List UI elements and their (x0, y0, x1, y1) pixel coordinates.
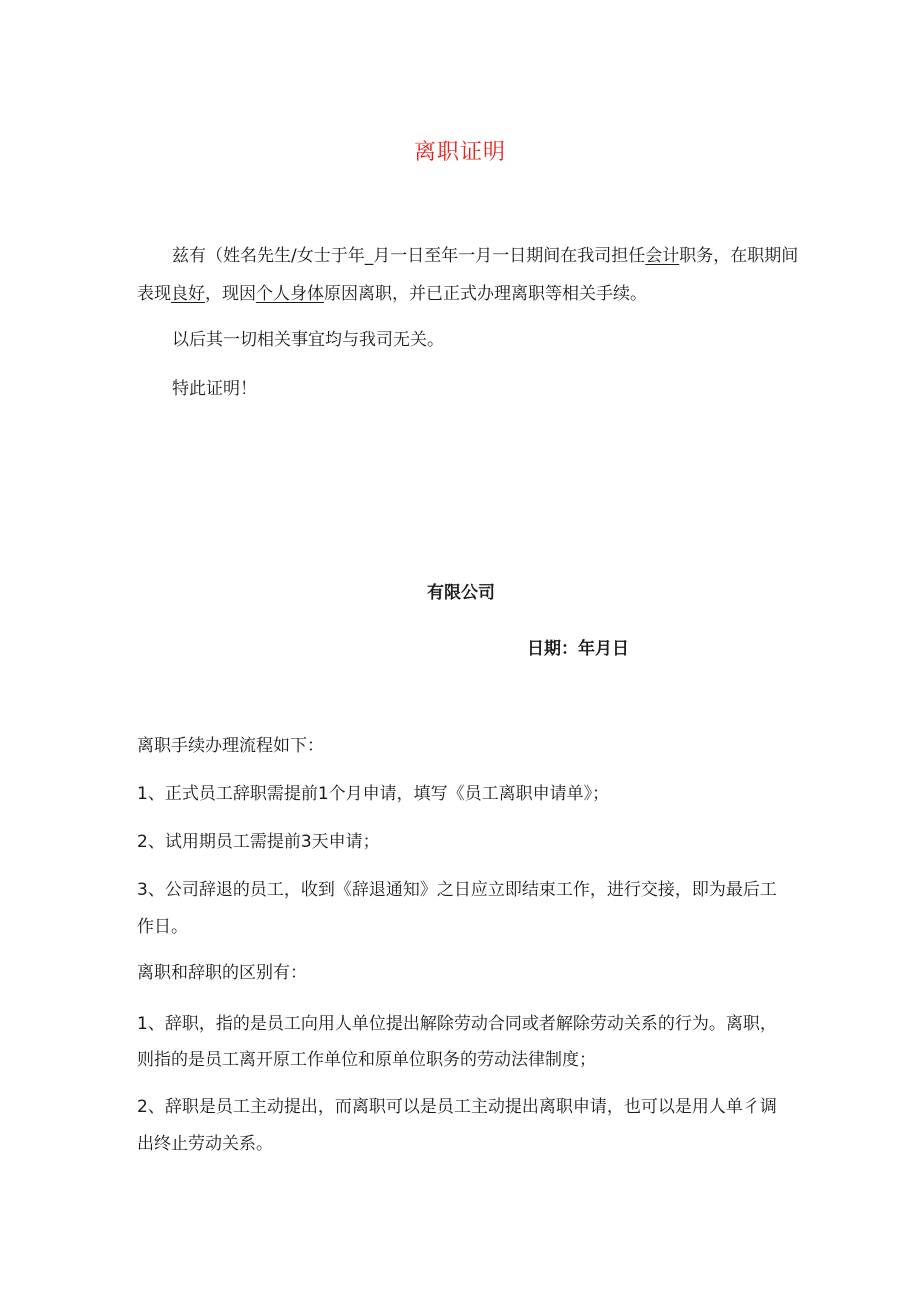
difference-item-1-line-2: 则指的是员工离开原工作单位和原单位职务的劳动法律制度； (137, 1050, 596, 1070)
reason-field: 个人身体 (256, 284, 324, 304)
certificate-line-3: 以后其一切相关事宜均与我司无关。 (172, 330, 444, 350)
document-title: 离职证明 (413, 140, 506, 165)
process-heading: 离职手续办理流程如下： (137, 736, 324, 756)
date-value: 年月日 (578, 639, 629, 659)
line1-part5: 职务，在职期间 (679, 246, 799, 266)
difference-item-2-line-1: 2、辞职是员工主动提出，而离职可以是员工主动提出离职申请，也可以是用人单彳调 (137, 1097, 777, 1117)
process-item-3-line-1: 3、公司辞退的员工，收到《辞退通知》之日应立即结束工作，进行交接，即为最后工 (137, 880, 777, 900)
difference-heading: 离职和辞职的区别有： (137, 963, 307, 983)
process-item-3-line-2: 作日。 (137, 917, 188, 937)
date-label: 日期： (527, 639, 578, 659)
line1-part1: 兹有（姓名 (172, 246, 257, 266)
line1-part4: 年一月一日期间在我司担任 (441, 246, 646, 266)
line2-part3: 原因离职，并已正式办理离职等相关手续。 (324, 284, 647, 304)
process-item-2: 2、试用期员工需提前3天申请； (137, 832, 380, 852)
line2-part2: ，现因 (205, 284, 256, 304)
line1-part2: 先生/女士于 (257, 246, 348, 266)
date-line (527, 637, 629, 661)
difference-item-1-line-1: 1、辞职，指的是员工向用人单位提出解除劳动合同或者解除劳动关系的行为。离职， (137, 1014, 777, 1034)
certificate-line-1 (172, 244, 798, 268)
line2-part1: 表现 (137, 284, 171, 304)
difference-item-2-line-2: 出终止劳动关系。 (137, 1134, 273, 1154)
performance-field: 良好 (171, 284, 205, 304)
line1-part3: 年_月一日至 (347, 246, 442, 266)
certificate-line-4: 特此证明！ (172, 379, 257, 399)
process-item-1: 1、正式员工辞职需提前1个月申请，填写《员工离职申请单》； (137, 784, 610, 804)
company-name: 有限公司 (427, 583, 495, 603)
position-field: 会计 (645, 246, 680, 266)
certificate-line-2 (137, 282, 647, 306)
